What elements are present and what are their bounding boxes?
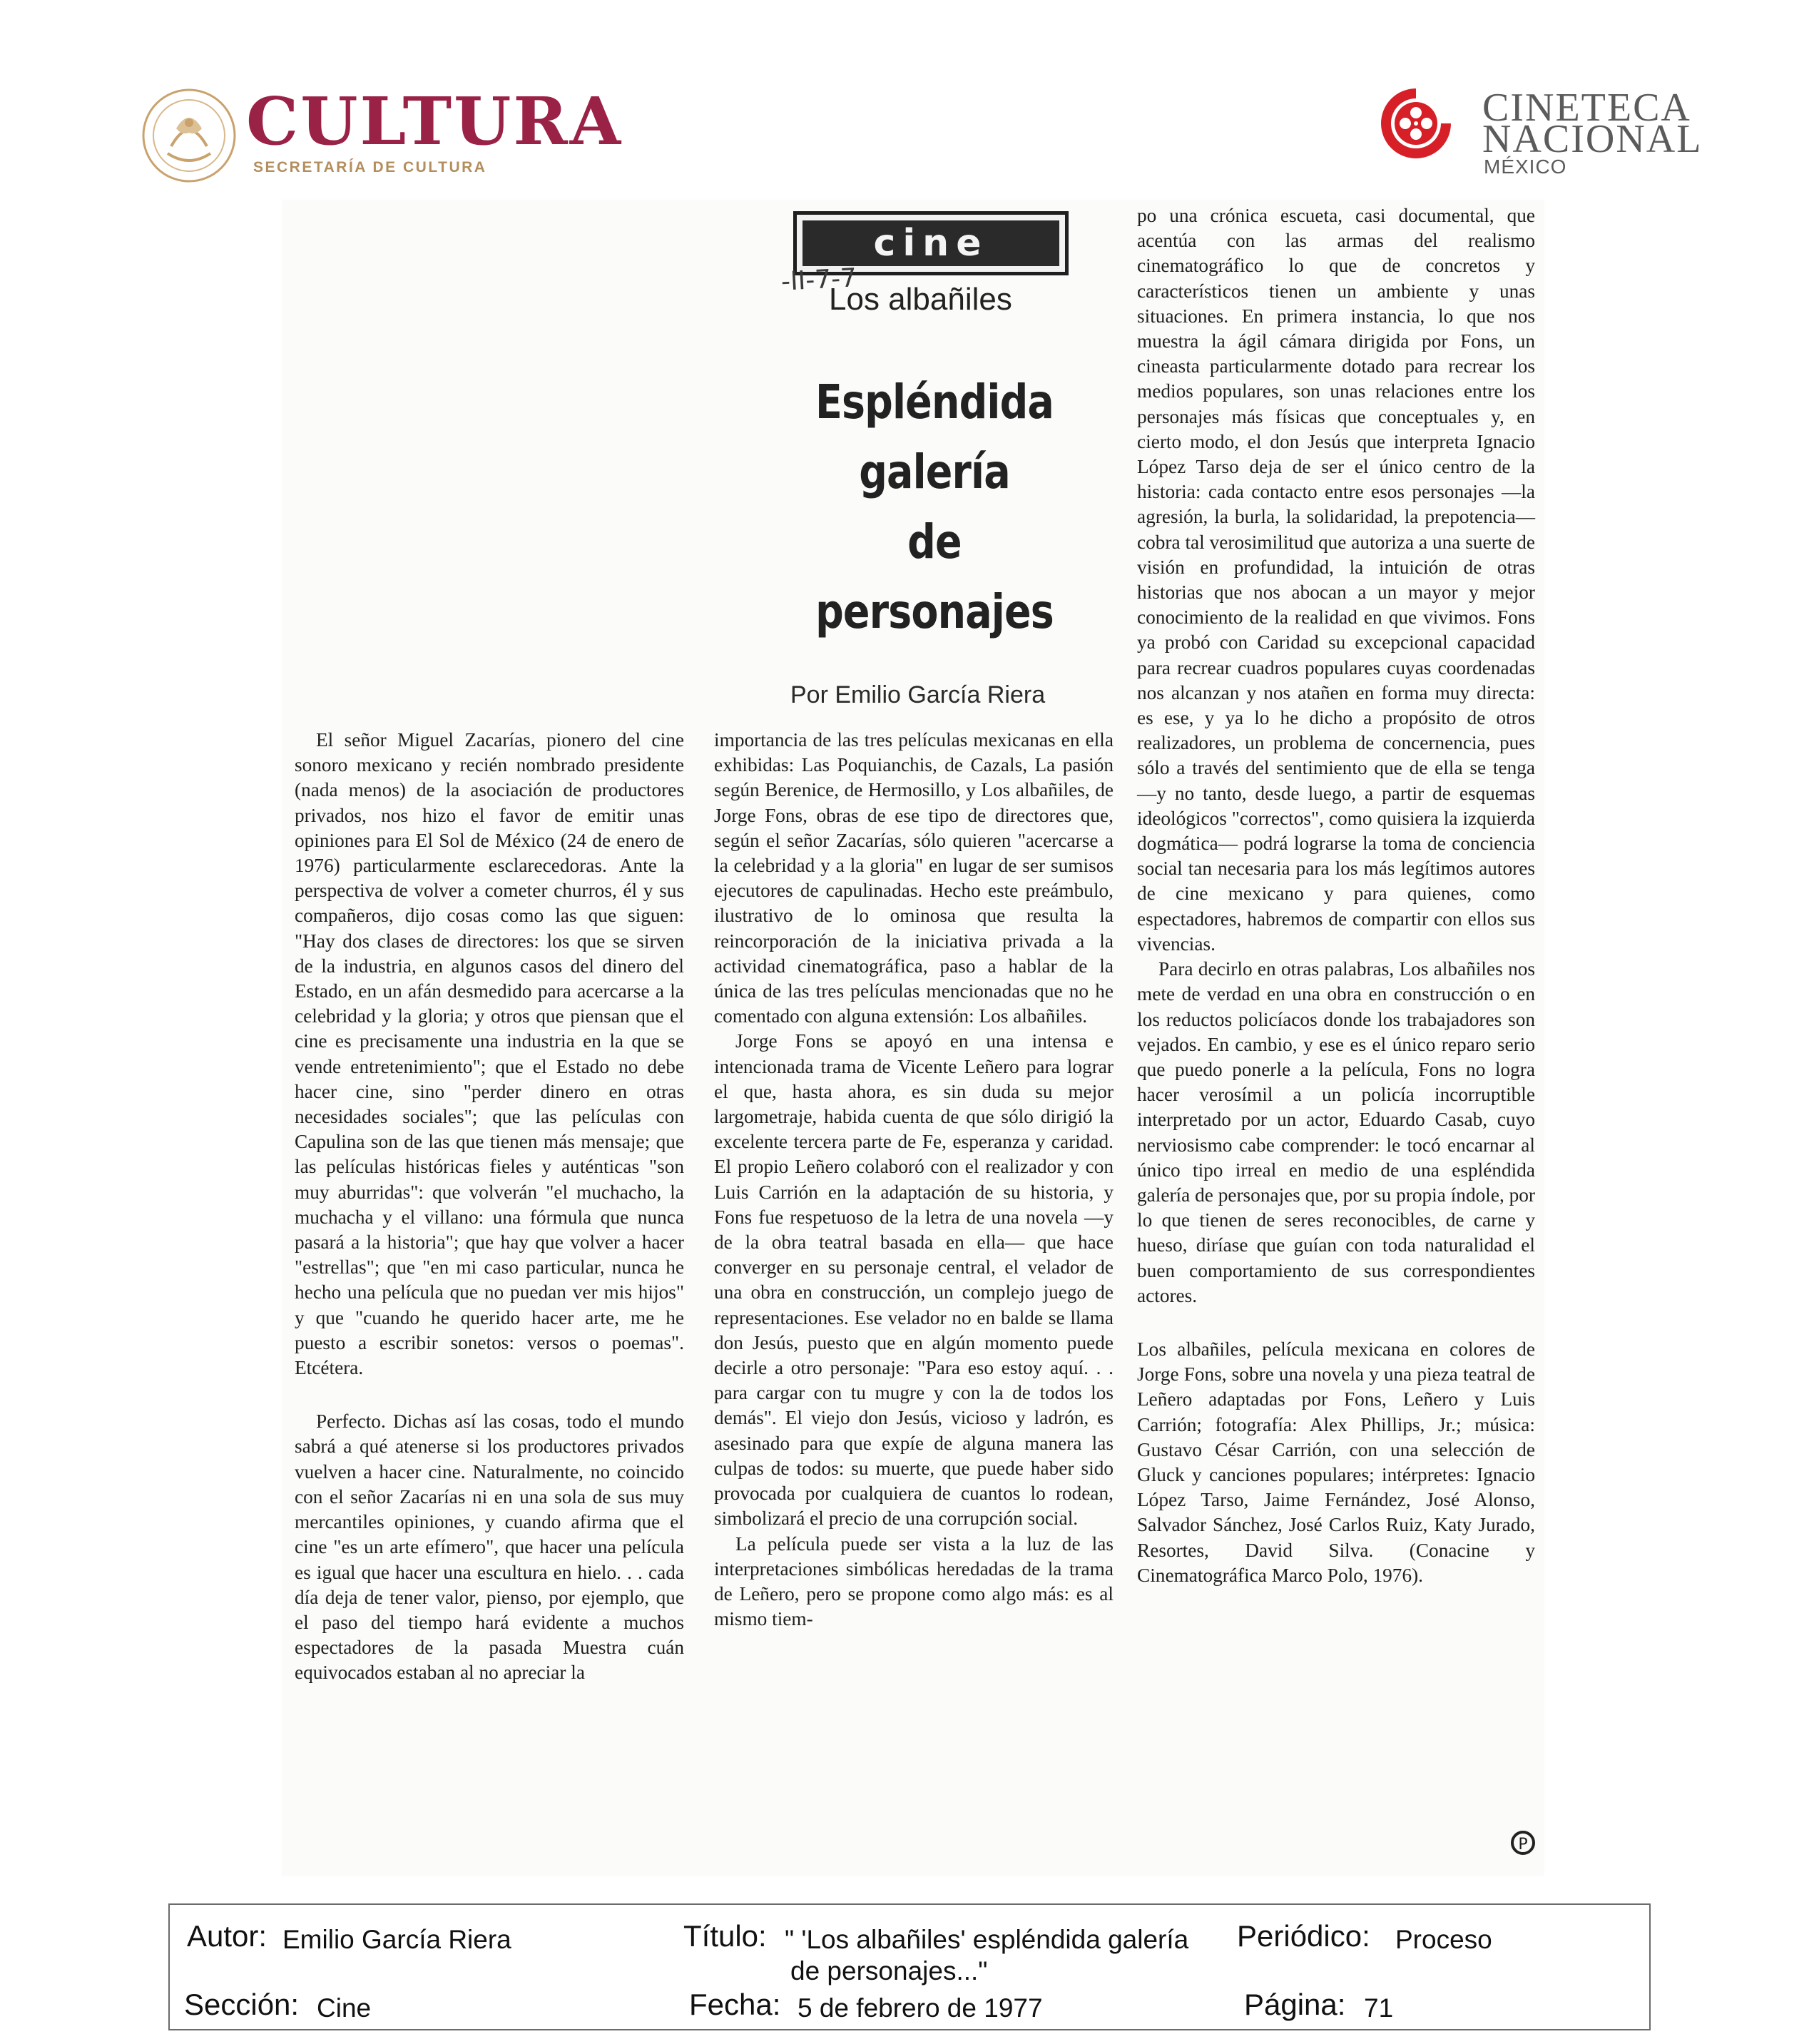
periodico-label: Periódico: xyxy=(1237,1919,1370,1953)
cineteca-logo xyxy=(1377,84,1703,184)
paragraph: Perfecto. Dichas así las cosas, todo el mundo sabrá a qué atenerse si los productores privados vuelven a hacer cine. Naturalmente, no coincido con el señor Zacarías ni en una sola de sus muy mercantiles opiniones, y cuando afirma que el cine "es un arte efímero", que hacer una película es igual que hacer una escultura en hielo. . . cada día deja de tener valor, pienso, por ejemplo, que el paso del tiempo hará evidente a muchos espectadores de la pasada Muestra cuán equivocados estaban al no apreciar la xyxy=(295,1410,684,1684)
paragraph: El señor Miguel Zacarías, pionero del cine sonoro mexicano y recién nombrado presidente (nada menos) de la asociación de productores privados, nos hizo el favor de emitir unas opiniones para El Sol de México (24 de enero de 1976) particularmente esclarecedoras. Ante la perspectiva de volver a cometer churros, él y sus compañeros, dijo cosas como las que siguen: "Hay dos clases de directores: los que se sirven de la industria, en algunos casos del dinero del Estado, en un afán desmedido para acercarse a la celebridad y la gloria; y otros que piensan que el cine es precisamente una industria en la que se vende entretenimiento"; que el Estado no debe hacer cine, sino "perder dinero en otras necesidades sociales"; que las películas con Capulina son de las que tienen más mensaje; que las películas históricas fieles y auténticas "son muy aburridas": que volverán "el muchacho, la muchacha y el villano: una fórmula que nunca pasará a la historia"; que hay que volver a hacer "estrellas"; que "en mi caso particular, nunca he hecho una película que no puedan ver mis hijos" y que "cuando he querido hacer arte, me he puesto a escribir sonetos: versos o poemas". Etcétera. xyxy=(295,729,684,1379)
credits-paragraph: Los albañiles, película mexicana en colores de Jorge Fons, sobre una novela y una pieza teatral de Leñero adaptadas por Fons, Leñero y Luis Carrión; fotografía: Alex Phillips, Jr.; música: Gustavo César Carrión, con una selección de Gluck y canciones populares; intérpretes: Ignacio López Tarso, Jaime Fernández, José Alonso, Salvador Sánchez, José Carlos Ruiz, Katy Jurado, Resortes, David Silva. (Conacine y Cinematográfica Marco Polo, 1976). xyxy=(1137,1338,1535,1586)
headline-line: galería xyxy=(859,444,1010,499)
periodico-value: Proceso xyxy=(1395,1925,1492,1954)
article-column-2 xyxy=(714,728,1114,1632)
cineteca-country: MÉXICO xyxy=(1484,156,1567,178)
article-column-1 xyxy=(295,728,684,1686)
cultura-subtitle: SECRETARÍA DE CULTURA xyxy=(253,159,487,176)
cineteca-line1: CINETECA xyxy=(1482,86,1691,130)
article-headline xyxy=(809,367,1061,647)
paragraph: po una crónica escueta, casi documental, que acentúa con las armas del realismo cinematográfico lo que de concretos y característicos tienen un ambiente y unas situaciones. En primera instancia, lo que nos muestra la ágil cámara dirigida por Fons, un cineasta particularmente dotado para recrear los medios populares, son unas relaciones entre los personajes más físicas que conceptuales y, en cierto modo, el don Jesús que interpreta Ignacio López Tarso deja de ser el único centro de la historia: cada contacto entre esos personajes —la agresión, la burla, la solidaridad, la prepotencia— cobra tal verosimilitud que autoriza a una suerte de visión en profundidad, la intuición de otras historias que nos abocan a un mayor y mejor conocimiento de la realidad en que vivimos. Fons ya probó con Caridad su excepcional capacidad para recrear cuadros populares cuyas coordenadas nos alcanzan y nos atañen en forma muy directa: es ese, y ya lo he dicho a propósito de otros realizadores, un problema de concernencia, pues sólo a través del sentimiento que de ella se tenga —y no tanto, desde luego, a partir de esquemas ideológicos "correctos", como quisiera la izquierda dogmática— podrá lograrse la toma de conciencia social tan necesaria para los más legítimos autores de cine mexicano y para quienes, como espectadores, habremos de compartir con ellos sus vivencias. xyxy=(1137,205,1535,955)
headline-line: de xyxy=(907,514,962,569)
titulo-label: Título: xyxy=(683,1919,767,1953)
masthead-text: cine xyxy=(873,222,989,265)
paragraph: Jorge Fons se apoyó en una intensa e intencionada trama de Vicente Leñero para lograr el que, hasta ahora, es sin duda su mejor largometraje, habida cuenta de que sólo dirigió la excelente tercera parte de Fe, esperanza y caridad. El propio Leñero colaboró con el realizador y con Luis Carrión en la adaptación de su historia, y Fons fue respetuoso de la letra de una novela —y de la obra teatral basada en ella— que hace converger en su personaje central, el velador de una obra en construcción, un complejo juego de representaciones. Ese velador no en balde se llama don Jesús, puesto que en algún momento puede decirle a otro personaje: "Para eso estoy aquí. . . para cargar con tu mugre y con la de todos los demás". El viejo don Jesús, vicioso y ladrón, es asesinado para que expíe de alguna manera las culpas de todos: su muerte, que puede haber sido provocada por cualquiera de cuantos lo rodean, simbolizará el precio de una corrupción social. xyxy=(714,1030,1114,1530)
seccion-value: Cine xyxy=(317,1993,372,2023)
fecha-value: 5 de febrero de 1977 xyxy=(798,1993,1043,2023)
mexican-seal-icon xyxy=(139,86,239,185)
metadata-box xyxy=(168,1903,1651,2030)
paragraph: La película puede ser vista a la luz de las interpretaciones simbólicas heredadas de la trama de Leñero, pero se propone como algo más: es al mismo tiem- xyxy=(714,1532,1114,1630)
article-byline: Por Emilio García Riera xyxy=(790,681,1046,708)
article-section: Los albañiles xyxy=(829,282,1012,317)
headline-line: personajes xyxy=(815,584,1054,639)
autor-value: Emilio García Riera xyxy=(282,1925,511,1954)
cineteca-line2: NACIONAL xyxy=(1482,117,1703,161)
article-column-3 xyxy=(1137,203,1535,1588)
pagina-label: Página: xyxy=(1244,1988,1346,2021)
titulo-value-line1: " 'Los albañiles' espléndida galería xyxy=(785,1925,1189,1954)
cultura-logo xyxy=(139,82,623,189)
headline-line: Espléndida xyxy=(815,375,1054,429)
pagina-value: 71 xyxy=(1364,1993,1394,2023)
autor-label: Autor: xyxy=(187,1919,268,1953)
film-reel-icon xyxy=(1377,84,1455,163)
handwritten-date: -II-7-7 xyxy=(780,263,858,297)
paragraph: Para decirlo en otras palabras, Los albañiles nos mete de verdad en una obra en construcción o en los reductos policíacos donde los trabajadores son vejados. En cambio, y ese es el único reparo serio que puedo ponerle a la película, Fons no logra hacer verosímil a un policía incorruptible interpretado por un actor, Eduardo Casab, cuyo nerviosismo cabe comprender: le tocó encarnar al único tipo irreal en medio de una espléndida galería de personajes que, por su propia índole, por lo que tienen de seres reconocibles, de carne y hueso, diríase que guían con toda naturalidad el buen comportamiento de sus correspondientes actores. xyxy=(1137,958,1535,1306)
cultura-title: CULTURA xyxy=(246,83,623,160)
end-mark-icon: P xyxy=(1511,1831,1535,1855)
titulo-value-line2: de personajes..." xyxy=(790,1956,988,1985)
paragraph: importancia de las tres películas mexicanas en ella exhibidas: Las Poquianchis, de Cazals, La pasión según Berenice, de Hermosillo, y Los albañiles, de Jorge Fons, obras de ese tipo de directores que, según el señor Zacarías, sólo quieren "acercarse a la celebridad y a la gloria" en lugar de ser sumisos ejecutores de capulinadas. Hecho este preámbulo, ilustrativo de lo ominosa que resulta la reincorporación de la iniciativa privada a la actividad cinematográfica, paso a hablar de la única de las tres películas mencionadas que no he comentado con alguna extensión: Los albañiles. xyxy=(714,729,1114,1027)
fecha-label: Fecha: xyxy=(689,1988,781,2021)
seccion-label: Sección: xyxy=(184,1988,300,2021)
